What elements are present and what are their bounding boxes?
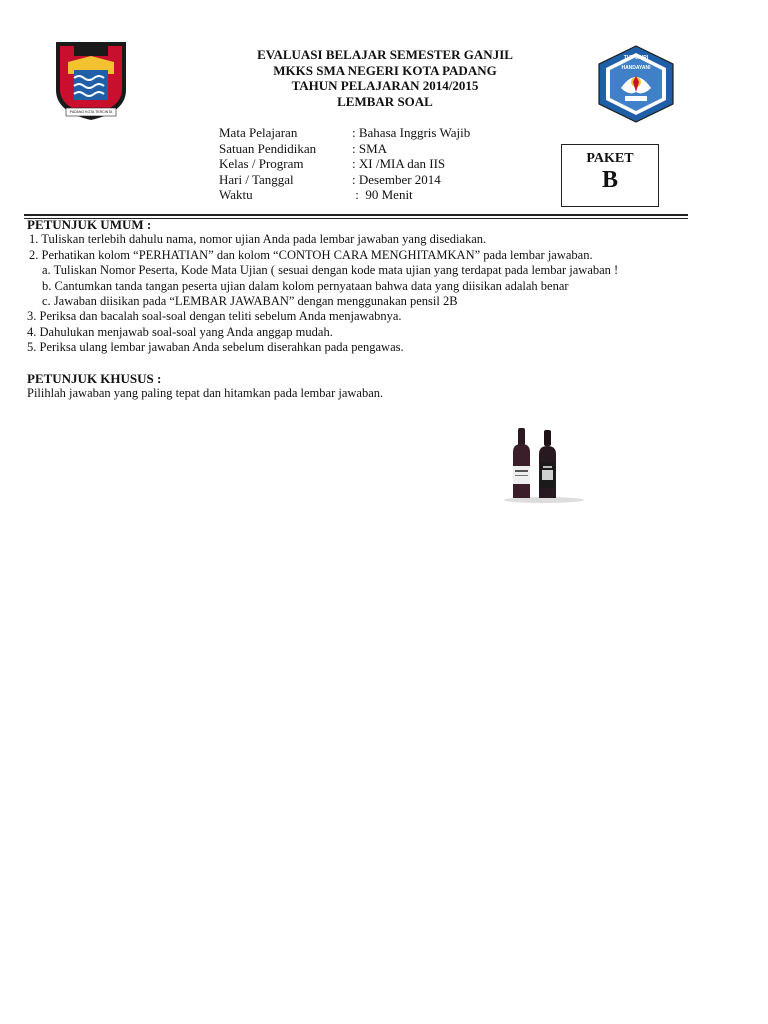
tut-wuri-handayani-emblem-icon — [593, 44, 679, 124]
instruction-item: 2. Perhatikan kolom “PERHATIAN” dan kolom “CONTOH CARA MENGHITAMKAN” pada lembar jawaban. — [29, 247, 593, 262]
instruction-item: 4. Dahulukan menjawab soal-soal yang Anda anggap mudah. — [27, 324, 333, 339]
info-label: Satuan Pendidikan — [219, 140, 317, 156]
instruction-item: 3. Periksa dan bacalah soal-soal dengan teliti sebelum Anda menjawabnya. — [27, 309, 402, 324]
header-divider — [24, 214, 688, 216]
info-value: : Desember 2014 — [352, 171, 441, 187]
document-header — [200, 47, 570, 109]
header-line-1: EVALUASI BELAJAR SEMESTER GANJIL — [257, 47, 513, 62]
info-row — [219, 125, 470, 141]
info-label: Hari / Tanggal — [219, 171, 294, 187]
instruction-item: 1. Tuliskan terlebih dahulu nama, nomor ujian Anda pada lembar jawaban yang disediakan. — [29, 232, 487, 247]
padang-city-emblem-icon — [54, 40, 128, 122]
paket-box — [561, 144, 659, 207]
paket-label: PAKET — [586, 151, 634, 166]
subject-info — [219, 125, 470, 203]
info-value: : 90 Menit — [352, 187, 413, 202]
info-label: Waktu — [219, 187, 253, 202]
header-line-2: MKKS SMA NEGERI KOTA PADANG — [273, 62, 497, 78]
info-value: : Bahasa Inggris Wajib — [352, 125, 471, 140]
petunjuk-khusus-text: Pilihlah jawaban yang paling tepat dan hitamkan pada lembar jawaban. — [27, 386, 384, 401]
info-value: : XI /MIA dan IIS — [352, 156, 446, 171]
info-label: Mata Pelajaran — [219, 125, 298, 140]
paket-code: B — [601, 167, 618, 193]
petunjuk-umum-heading: PETUNJUK UMUM : — [27, 217, 152, 232]
instruction-item: 5. Periksa ulang lembar jawaban Anda sebelum diserahkan pada pengawas. — [27, 340, 404, 355]
info-row — [219, 172, 470, 188]
left-logo-caption: PADANG KOTA TERCINTA — [69, 110, 113, 114]
petunjuk-khusus-heading: PETUNJUK KHUSUS : — [27, 370, 162, 386]
instruction-subitem: c. Jawaban diisikan pada “LEMBAR JAWABAN” dengan menggunakan pensil 2B — [42, 294, 458, 309]
info-row — [219, 156, 470, 172]
right-logo-caption: TUT WURI HANDAYANI — [621, 55, 651, 71]
info-label: Kelas / Program — [219, 156, 304, 171]
header-line-3: TAHUN PELAJARAN 2014/2015 — [291, 78, 479, 93]
info-row — [219, 187, 470, 203]
header-line-4: LEMBAR SOAL — [337, 93, 433, 109]
wine-bottles-image — [498, 422, 590, 504]
instructions — [27, 217, 727, 401]
info-value: : SMA — [352, 140, 388, 156]
instruction-subitem: a. Tuliskan Nomor Peserta, Kode Mata Ujian ( sesuai dengan kode mata ujian yang terdapat pada lembar jawaban ! — [42, 263, 619, 278]
info-row — [219, 141, 470, 157]
instruction-subitem: b. Cantumkan tanda tangan peserta ujian dalam kolom pernyataan bahwa data yang diisikan adalah benar — [42, 278, 569, 293]
